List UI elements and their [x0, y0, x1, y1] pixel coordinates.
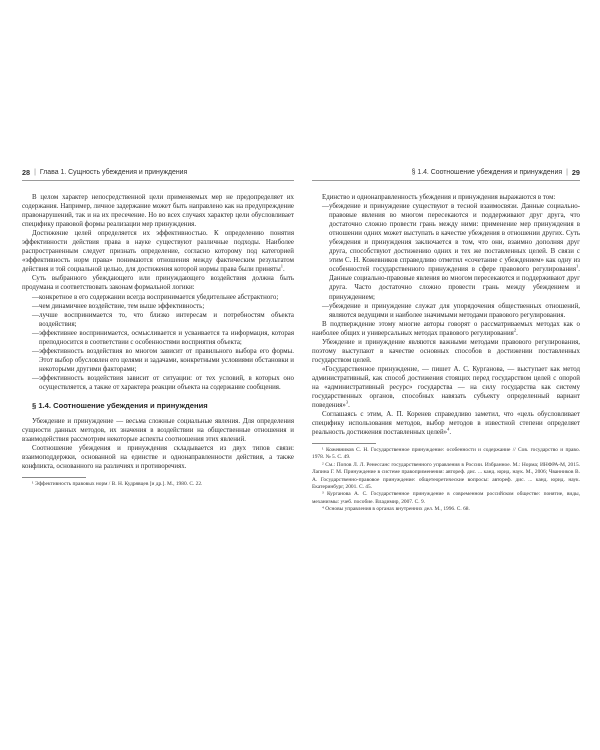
list-item: —конкретное в его содержании всегда воспринимается убедительнее абстрактного; [32, 293, 279, 301]
left-running-head: 28 | Глава 1. Сущность убеждения и принуждения [22, 168, 294, 181]
footnote: ¹ Эффективность правовых норм / В. Н. Кудрявцев [и др.]. М., 1980. С. 22. [32, 481, 203, 488]
left-page-number: 28 [22, 168, 31, 178]
footnote: ² См.: Попов Л. Л. Ренессанс государственного управления в России. Избранное. М.: Норма; ИНФРА-М, 2015. Лапина Г. М. Принуждение в системе правоприменения: автореф. дис. ... канд. юрид. наук. М., 2006; Чванников В. А. Государственно-правовое принуждение: общетеоретические вопросы: автореф. дис. ... канд. юрид. наук. Екатеринбург, 2001. С. 45. [312, 462, 580, 490]
right-paragraph: Соглашаясь с этим, А. П. Коренев справедливо заметил, что «цель обусловливает специфику использования методов, выбор методов в известной степени определяет реальность достижения поставленных целей»$^4$. [312, 411, 580, 437]
right-running-title: § 1.4. Соотношение убеждения и принуждения [411, 169, 563, 177]
footnote-ref: 2 [513, 327, 517, 333]
left-paragraph: Достижение целей определяется их эффективностью. К определению понятия эффективности действия права в науке существуют различные подходы. Наиболее распространенным следует признать определение, согласно которому под категорией «эффективность норм права» понимаются отношения между фактическим результатом действия и той социальной целью, для достижения которой нормы права были приняты$^1$. [22, 230, 294, 274]
footnote-ref: 1 [576, 264, 579, 270]
list-item: —убеждение и принуждение существуют в тесной взаимосвязи. Данные социально-правовые явления во многом пересекаются и поддерживают друг друга, что достаточно сложно провести грань между ними: применение мер принуждения в отношении одних может выступать в качестве убеждения в отношении других. Суть убеждения и принуждения заключается в том, что они, взаимно дополняя друг друга, способствуют достижению одних и тех же поставленных целей. В связи с этим С. Н. Кожевников справедливо отметил «сочетание с убеждением» как одну из особенностей государственного принуждения в сфере правового регулирования$^1$. Данные социально-правовые явления во многом пересекаются и поддерживают друг друга. Часто достаточно сложно провести грань между убеждением и принуждением; [322, 203, 580, 301]
footnote-rule [22, 477, 86, 478]
right-page [312, 168, 580, 514]
right-paragraph: Убеждение и принуждение являются важными методами правового регулирования, поэтому выступают в качестве основных способов в достижении поставленных государством целей. [312, 338, 580, 364]
list-item: —эффективнее воспринимается, осмысливается и усваивается та информация, которая преподносится в соответствии с особенностями восприятия объекта; [32, 329, 294, 346]
left-paragraph: В целом характер непосредственной цели применяемых мер не предопределяет их содержания. Например, личное задержание может быть направлено как на предупреждение правонарушений, так и на их пресечение. Но во всех случаях характер цели обусловливает специфику правовой формы реализации мер принуждения. [22, 194, 294, 229]
left-paragraph: Суть выбранного убеждающего или принуждающего воздействия должна быть продумана и соответствовать законам формальной логики: [22, 275, 294, 292]
footnote: ⁴ Основы управления в органах внутренних дел. М., 1996. С. 68. [322, 506, 470, 513]
left-paragraph: Соотношение убеждения и принуждения складывается из двух типов связи: взаимоподдержки, основанной на единстве и однонаправленности действия, а также конфликта, основанного на различиях и противоречиях. [22, 445, 294, 471]
left-page [22, 168, 294, 489]
list-item: —чем динамичнее воздействие, тем выше эффективность; [32, 302, 205, 310]
list-item: —эффективность воздействия во многом зависит от правильного выбора его формы. Этот выбор обусловлен его целями и задачами, конкретными условиями обстановки и некоторыми другими факторами; [32, 347, 294, 373]
footnote-ref: 4 [447, 426, 450, 432]
right-dash-list [312, 202, 580, 320]
list-item: —лучше воспринимается то, что близко интересам и потребностям объекта воздействия; [32, 311, 294, 328]
footnote: ¹ Кожевников С. Н. Государственное принуждение: особенности и содержание // Сов. государство и право. 1978. № 5. С. 49. [312, 447, 580, 461]
footnote-ref: 3 [345, 399, 349, 405]
right-footnotes [312, 443, 580, 513]
left-running-title: Глава 1. Сущность убеждения и принуждения [39, 169, 188, 177]
left-paragraph: Убеждение и принуждение — весьма сложные социальные явления. Для определения сущности данных методов, их значения в воздействии на общественные отношения и взаимодействия рассмотрим некоторые аспекты соотношения этих явлений. [22, 418, 294, 444]
right-paragraph: Единство и однонаправленность убеждения и принуждения выражаются в том: [322, 194, 556, 201]
section-heading: § 1.4. Соотношение убеждения и принуждения [32, 401, 208, 411]
list-item: —убеждение и принуждение служат для упорядочения общественных отношений, являются ведущими и наиболее значимыми методами правового регулирования. [322, 302, 580, 319]
right-paragraph: В подтверждение этому многие авторы говорят о рассматриваемых методах как о наиболее общих и универсальных методах правового регулирования$^2$. [312, 320, 580, 337]
footnote: ³ Курганова А. С. Государственное принуждение в современном российском обществе: понятие, виды, механизмы: учеб. пособие. Владимир, 2007. С. 9. [312, 491, 580, 505]
right-page-number: 29 [571, 168, 580, 178]
left-footnotes [22, 477, 294, 488]
list-item: —эффективность воздействия зависит от ситуации: от тех условий, в которых оно осуществляется, а также от характера реакции объекта на содержание сообщения. [32, 374, 294, 391]
footnote-rule [312, 443, 376, 444]
left-dash-list [22, 293, 294, 393]
footnote-ref: 1 [280, 264, 283, 270]
right-paragraph: «Государственное принуждение, — пишет А. С. Курганова, — выступает как метод административный, как способ достижения стоящих перед государством целей с опорой на «административный ресурс» государства — на силу государства как систему государственных органов, способных навязать субъекту определенный вариант поведения»$^3$. [312, 365, 580, 410]
right-running-head: § 1.4. Соотношение убеждения и принуждения | 29 [312, 168, 580, 181]
